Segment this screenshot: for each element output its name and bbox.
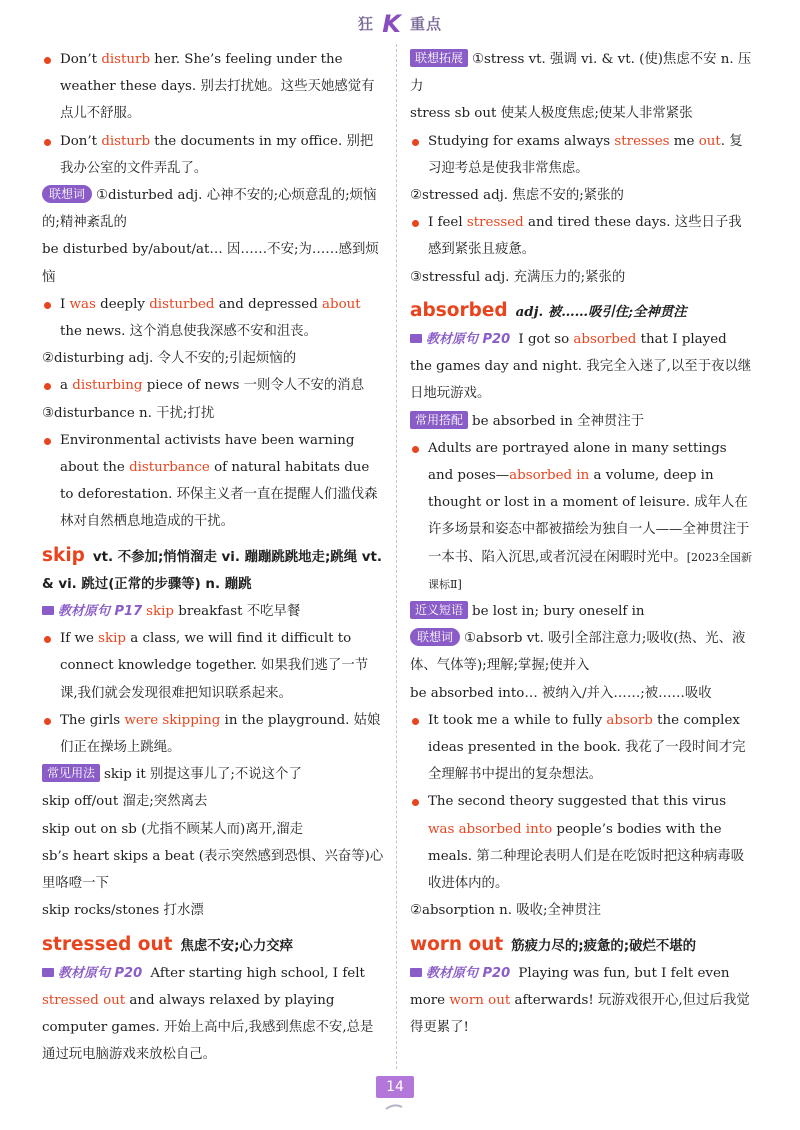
book-icon: [42, 968, 54, 977]
skip-usage-3: skip out on sb (尤指不顾某人而)离开,溜走: [42, 821, 304, 837]
header-k-logo: K: [382, 10, 402, 38]
disturbing-example: a disturbing piece of news 一则令人不安的消息: [42, 372, 384, 399]
tuozhan-tag: 联想拓展: [410, 49, 468, 67]
disturbed-phrase: be disturbed by/about/at… 因……不安;为……感到烦恼: [42, 242, 379, 285]
disturbed-example: I was deeply disturbed and depressed about the news. 这个消息使我深感不安和沮丧。: [42, 291, 384, 345]
disturbance-definition: ③disturbance n. 干扰;打扰: [42, 405, 215, 421]
page-number: 14: [376, 1076, 414, 1098]
page-header: [0, 10, 800, 40]
skip-usage-5: skip rocks/stones 打水漂: [42, 903, 204, 919]
disturb-example-1: Don’t disturb her. She’s feeling under the weather these days. 别去打扰她。这些天她感觉有点儿不舒服。: [42, 46, 384, 128]
skip-usage-2: skip off/out 溜走;突然离去: [42, 794, 208, 810]
stressed-definition: ②stressed adj. 焦虑不安的;紧张的: [410, 188, 624, 204]
lianxiang-tag: 联想词: [410, 628, 460, 646]
dapei-tag: 常用搭配: [410, 411, 468, 429]
worn-out-headword: worn out: [410, 933, 504, 955]
worn-out-heading: worn out 筋疲力尽的;疲惫的;破烂不堪的: [410, 933, 697, 955]
absorbed-textbook-sentence: 教材原句 P20 I got so absorbed that I played the games day and night. 我完全入迷了,以至于夜以继日地玩游戏。: [410, 332, 752, 402]
book-icon: [410, 968, 422, 977]
stressed-example: I feel stressed and tired these days. 这些日子我感到紧张且疲惫。: [410, 209, 752, 263]
column-divider: [396, 44, 397, 1069]
skip-entry-heading: skip vt. 不参加;悄悄溜走 vi. 蹦蹦跳跳地走;跳绳 vt. & vi. 跳过(正常的步骤等) n. 蹦跳: [42, 544, 382, 592]
stress-definition: 联想拓展 ①stress vt. 强调 vi. & vt. (使)焦虑不安 n. 压力: [410, 51, 752, 95]
book-icon: [42, 606, 54, 615]
absorbed-synonyms: 近义短语 be lost in; bury oneself in: [410, 598, 752, 625]
stress-example: Studying for exams always stresses me out. 复习迎考总是使我非常焦虑。: [410, 128, 752, 182]
skip-example-1: If we skip a class, we will find it difficult to connect knowledge together. 如果我们逃了一节课,我们就会发现很难把知识联系起来。: [42, 625, 384, 707]
skip-example-2: The girls were skipping in the playground. 姑娘们正在操场上跳绳。: [42, 707, 384, 761]
skip-textbook-sentence: 教材原句 P17 skip breakfast 不吃早餐: [42, 598, 384, 625]
absorbed-heading: absorbed adj. 被……吸引住;全神贯注: [410, 299, 687, 321]
decorative-swoosh-icon: [385, 1103, 403, 1111]
changjian-tag: 常见用法: [42, 764, 100, 782]
absorb-example-1: It took me a while to fully absorb the complex ideas presented in the book. 我花了一段时间才完全理解书中提出的复杂想法。: [410, 707, 752, 789]
disturbance-example: Environmental activists have been warning about the disturbance of natural habitats due to deforestation. 环保主义者一直在提醒人们滥伐森林对自然栖息地造成的干扰。: [42, 427, 384, 536]
disturbing-definition: ②disturbing adj. 令人不安的;引起烦恼的: [42, 351, 297, 367]
worn-out-textbook-sentence: 教材原句 P20 Playing was fun, but I felt even more worn out afterwards! 玩游戏很开心,但过后我觉得更累了!: [410, 965, 750, 1036]
stressed-out-textbook-sentence: 教材原句 P20 After starting high school, I felt stressed out and always relaxed by playing computer games. 开始上高中后,我感到焦虑不安,总是通过玩电脑游戏来放松自己。: [42, 965, 374, 1063]
absorbed-collocation: 常用搭配 be absorbed in 全神贯注于: [410, 408, 752, 435]
absorption-definition: ②absorption n. 吸收;全神贯注: [410, 903, 602, 919]
skip-headword: skip: [42, 544, 85, 566]
stressed-out-headword: stressed out: [42, 933, 173, 955]
stressful-definition: ③stressful adj. 充满压力的;紧张的: [410, 269, 626, 285]
absorb-definition: 联想词 ①absorb vt. 吸引全部注意力;吸收(热、光、液体、气体等);理解;掌握;使并入: [410, 630, 746, 674]
jinyi-tag: 近义短语: [410, 601, 468, 619]
left-column: [42, 46, 384, 1069]
stressed-out-heading: stressed out 焦虑不安;心力交瘁: [42, 933, 293, 955]
skip-usage-4: sb’s heart skips a beat (表示突然感到恐惧、兴奋等)心里咯噔一下: [42, 848, 384, 892]
lianxiang-tag: 联想词: [42, 185, 92, 203]
absorbed-headword: absorbed: [410, 299, 508, 321]
absorb-phrase: be absorbed into… 被纳入/并入……;被……吸收: [410, 685, 712, 701]
absorb-example-2: The second theory suggested that this virus was absorbed into people’s bodies with the meals. 第二种理论表明人们是在吃饭时把这种病毒吸收进体内的。: [410, 788, 752, 897]
right-column: [410, 46, 752, 1041]
header-right: 重点: [410, 15, 443, 33]
header-left: 狂: [357, 15, 374, 33]
stress-phrase: stress sb out 使某人极度焦虑;使某人非常紧张: [410, 106, 693, 122]
skip-usage-1: 常见用法 skip it 别提这事儿了;不说这个了: [42, 761, 384, 788]
disturb-example-2: Don’t disturb the documents in my office. 别把我办公室的文件弄乱了。: [42, 128, 384, 182]
book-icon: [410, 334, 422, 343]
absorbed-example-1: Adults are portrayed alone in many settings and poses—absorbed in a volume, deep in thought or lost in a moment of leisure. 成年人在许多场景和姿态中都被描绘为独自一人——全神贯注于一本书、陷入沉思,或者沉浸在闲暇时光中。[2023全国新课标Ⅱ]: [410, 435, 752, 598]
disturbed-definition: 联想词 ①disturbed adj. 心神不安的;心烦意乱的;烦恼的;精神紊乱的: [42, 187, 377, 231]
